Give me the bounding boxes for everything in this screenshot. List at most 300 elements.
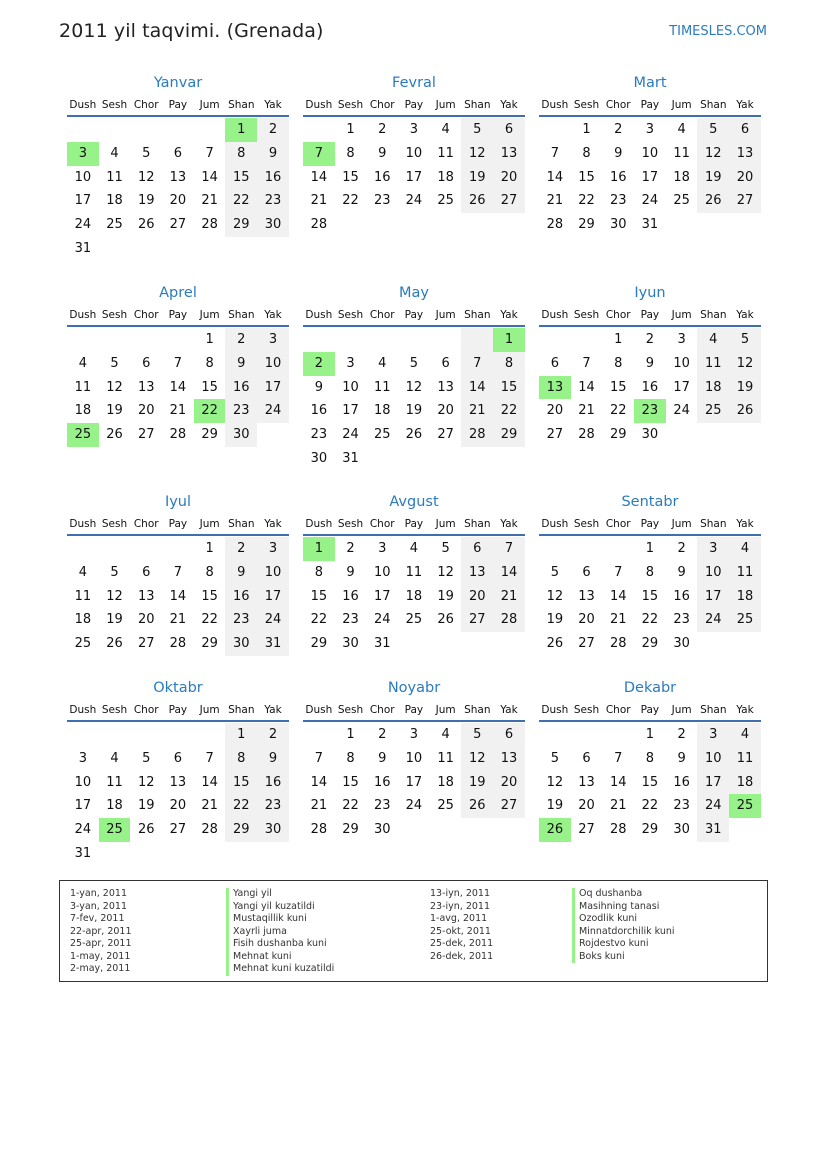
weekday-label: Jum bbox=[671, 99, 692, 111]
day-cell: 29 bbox=[201, 427, 218, 443]
empty-cell bbox=[130, 118, 162, 142]
day-cell: 20 bbox=[578, 798, 595, 814]
weekday-label: Chor bbox=[133, 99, 159, 111]
day-cell: 11 bbox=[405, 564, 423, 580]
empty-cell bbox=[99, 328, 131, 352]
day-cell: 25 bbox=[99, 818, 131, 842]
day-cell: 4 bbox=[110, 750, 119, 766]
day-cell: 22 bbox=[609, 403, 627, 419]
month-title: Aprel bbox=[159, 285, 197, 301]
day-cell: 14 bbox=[609, 588, 627, 604]
day-cell: 23 bbox=[373, 798, 391, 814]
day-cell: 27 bbox=[461, 608, 493, 632]
day-cell: 30 bbox=[257, 818, 289, 842]
day-cell: 28 bbox=[578, 427, 595, 443]
weekday-label: Jum bbox=[435, 309, 456, 321]
day-cell: 27 bbox=[729, 189, 761, 213]
week-row bbox=[67, 352, 289, 376]
month-may bbox=[303, 282, 525, 471]
weekday-label: Chor bbox=[605, 309, 631, 321]
empty-cell bbox=[461, 632, 493, 656]
day-cell: 31 bbox=[74, 845, 92, 861]
empty-cell bbox=[430, 447, 462, 471]
month-fevral bbox=[303, 72, 525, 237]
empty-cell bbox=[539, 328, 571, 352]
day-cell: 14 bbox=[310, 774, 328, 790]
day-cell: 17 bbox=[373, 588, 391, 604]
weekday-label: Shan bbox=[464, 518, 491, 530]
day-cell: 22 bbox=[225, 189, 257, 213]
day-cell: 29 bbox=[342, 822, 359, 838]
empty-cell bbox=[257, 842, 289, 866]
weekday-label: Dush bbox=[305, 704, 333, 716]
legend-holiday-name: Mehnat kuni kuzatildi bbox=[226, 963, 334, 976]
weekday-label: Shan bbox=[228, 309, 255, 321]
day-cell: 3 bbox=[378, 541, 387, 556]
week-row bbox=[303, 723, 525, 747]
day-cell: 7 bbox=[582, 355, 591, 371]
day-cell: 2 bbox=[378, 122, 387, 137]
weekday-label: Chor bbox=[369, 704, 395, 716]
day-cell: 23 bbox=[257, 794, 289, 818]
empty-cell bbox=[461, 447, 493, 471]
day-cell: 2 bbox=[303, 352, 335, 376]
empty-cell bbox=[162, 328, 194, 352]
legend-date: 1-avg, 2011 bbox=[430, 913, 488, 924]
day-cell: 27 bbox=[546, 427, 564, 443]
legend-date: 2-may, 2011 bbox=[70, 963, 131, 974]
day-cell: 23 bbox=[634, 399, 666, 423]
day-cell: 24 bbox=[74, 217, 92, 233]
day-cell: 2 bbox=[346, 541, 355, 556]
day-cell: 15 bbox=[201, 379, 218, 395]
day-cell: 24 bbox=[697, 794, 729, 818]
weekday-label: Sesh bbox=[101, 99, 128, 111]
day-cell: 15 bbox=[609, 379, 627, 395]
weekday-label: Chor bbox=[133, 704, 159, 716]
month-dekabr bbox=[539, 677, 761, 842]
month-sentabr bbox=[539, 491, 761, 656]
month-yanvar bbox=[67, 72, 289, 261]
empty-cell bbox=[162, 842, 194, 866]
weekday-label: Chor bbox=[369, 99, 395, 111]
day-cell: 18 bbox=[405, 588, 423, 604]
day-cell: 18 bbox=[74, 612, 92, 628]
week-row bbox=[539, 213, 761, 237]
day-cell: 24 bbox=[673, 403, 690, 419]
legend-holiday-name: Minnatdorchilik kuni bbox=[572, 926, 675, 939]
day-cell: 6 bbox=[582, 564, 591, 580]
day-cell: 21 bbox=[201, 193, 218, 209]
day-cell: 17 bbox=[405, 774, 423, 790]
day-cell: 20 bbox=[729, 166, 761, 190]
day-cell: 29 bbox=[201, 636, 218, 652]
day-cell: 18 bbox=[373, 403, 391, 419]
day-cell: 25 bbox=[437, 798, 454, 814]
day-cell: 22 bbox=[641, 612, 659, 628]
legend-holiday-name: Boks kuni bbox=[572, 951, 675, 964]
legend-names-right bbox=[572, 888, 675, 963]
legend-date: 7-fev, 2011 bbox=[70, 913, 125, 924]
day-cell: 14 bbox=[461, 376, 493, 400]
day-cell: 19 bbox=[729, 376, 761, 400]
day-cell: 20 bbox=[493, 771, 525, 795]
weekday-header bbox=[67, 514, 289, 536]
empty-cell bbox=[430, 818, 462, 842]
empty-cell bbox=[303, 118, 335, 142]
day-cell: 8 bbox=[225, 747, 257, 771]
empty-cell bbox=[539, 118, 571, 142]
day-cell: 22 bbox=[342, 193, 359, 209]
empty-cell bbox=[493, 447, 525, 471]
day-cell: 26 bbox=[461, 189, 493, 213]
week-row bbox=[303, 166, 525, 190]
weekday-label: Pay bbox=[404, 704, 424, 716]
day-cell: 5 bbox=[142, 750, 151, 766]
weekday-label: Jum bbox=[435, 518, 456, 530]
day-cell: 27 bbox=[169, 822, 187, 838]
weekday-label: Sesh bbox=[337, 99, 364, 111]
day-cell: 23 bbox=[673, 612, 690, 628]
day-cell: 19 bbox=[137, 798, 155, 814]
day-cell: 27 bbox=[493, 794, 525, 818]
day-cell: 28 bbox=[493, 608, 525, 632]
legend-date: 25-dek, 2011 bbox=[430, 938, 494, 949]
day-cell: 10 bbox=[405, 750, 423, 766]
weekday-label: Chor bbox=[605, 704, 631, 716]
empty-cell bbox=[398, 632, 430, 656]
day-cell: 17 bbox=[641, 169, 659, 185]
day-cell: 13 bbox=[437, 379, 454, 395]
day-cell: 19 bbox=[437, 588, 454, 604]
day-cell: 17 bbox=[697, 771, 729, 795]
day-cell: 6 bbox=[142, 355, 151, 371]
day-cell: 7 bbox=[614, 564, 623, 580]
week-row bbox=[67, 118, 289, 142]
weekday-label: Dush bbox=[305, 309, 333, 321]
day-cell: 27 bbox=[137, 427, 155, 443]
day-cell: 25 bbox=[697, 399, 729, 423]
legend-holiday-name: Ozodlik kuni bbox=[572, 913, 675, 926]
day-cell: 17 bbox=[257, 585, 289, 609]
day-cell: 5 bbox=[729, 328, 761, 352]
day-cell: 13 bbox=[539, 376, 571, 400]
day-cell: 8 bbox=[225, 142, 257, 166]
week-row bbox=[303, 352, 525, 376]
day-cell: 17 bbox=[405, 169, 423, 185]
day-cell: 20 bbox=[546, 403, 564, 419]
weekday-header bbox=[67, 700, 289, 722]
day-cell: 24 bbox=[74, 822, 92, 838]
day-cell: 13 bbox=[461, 561, 493, 585]
week-row bbox=[303, 399, 525, 423]
weekday-label: Chor bbox=[369, 309, 395, 321]
weekday-label: Yak bbox=[264, 518, 282, 530]
weekday-label: Sesh bbox=[573, 309, 600, 321]
day-cell: 9 bbox=[257, 747, 289, 771]
day-cell: 13 bbox=[493, 747, 525, 771]
day-cell: 11 bbox=[74, 379, 92, 395]
day-cell: 13 bbox=[578, 774, 595, 790]
day-cell: 16 bbox=[342, 588, 359, 604]
legend-dates-left bbox=[70, 888, 132, 976]
day-cell: 24 bbox=[373, 612, 391, 628]
day-cell: 16 bbox=[673, 588, 690, 604]
day-cell: 13 bbox=[137, 379, 155, 395]
day-cell: 19 bbox=[405, 403, 423, 419]
week-row bbox=[539, 794, 761, 818]
day-cell: 11 bbox=[437, 145, 454, 161]
legend-date: 1-may, 2011 bbox=[70, 950, 131, 962]
weekday-label: Sesh bbox=[573, 704, 600, 716]
day-cell: 15 bbox=[641, 774, 659, 790]
weekday-label: Yak bbox=[264, 99, 282, 111]
day-cell: 17 bbox=[697, 585, 729, 609]
day-cell: 4 bbox=[110, 145, 119, 161]
day-cell: 6 bbox=[550, 355, 559, 371]
day-cell: 30 bbox=[310, 450, 328, 466]
day-cell: 28 bbox=[310, 822, 328, 838]
week-row bbox=[67, 794, 289, 818]
day-cell: 8 bbox=[645, 750, 655, 766]
day-cell: 3 bbox=[697, 723, 729, 747]
day-cell: 20 bbox=[578, 612, 595, 628]
day-cell: 27 bbox=[493, 189, 525, 213]
empty-cell bbox=[335, 213, 367, 237]
day-cell: 20 bbox=[137, 612, 155, 628]
empty-cell bbox=[225, 842, 257, 866]
day-cell: 1 bbox=[493, 328, 525, 352]
day-cell: 29 bbox=[225, 213, 257, 237]
weekday-label: Pay bbox=[168, 704, 188, 716]
empty-cell bbox=[697, 213, 729, 237]
weekday-label: Pay bbox=[168, 309, 188, 321]
empty-cell bbox=[67, 118, 99, 142]
empty-cell bbox=[493, 818, 525, 842]
empty-cell bbox=[729, 423, 761, 447]
day-cell: 3 bbox=[67, 142, 99, 166]
day-cell: 26 bbox=[539, 818, 571, 842]
day-cell: 23 bbox=[609, 193, 627, 209]
day-cell: 28 bbox=[609, 636, 627, 652]
weekday-label: Shan bbox=[228, 704, 255, 716]
weekday-label: Jum bbox=[199, 309, 220, 321]
weekday-label: Yak bbox=[264, 309, 282, 321]
day-cell: 18 bbox=[729, 585, 761, 609]
empty-cell bbox=[194, 842, 226, 866]
empty-cell bbox=[602, 537, 634, 561]
day-cell: 10 bbox=[405, 145, 423, 161]
day-cell: 25 bbox=[437, 193, 454, 209]
day-cell: 29 bbox=[609, 427, 627, 443]
day-cell: 8 bbox=[346, 750, 355, 766]
day-cell: 13 bbox=[169, 169, 187, 185]
legend-holiday-name: Oq dushanba bbox=[572, 888, 675, 901]
day-cell: 21 bbox=[310, 798, 328, 814]
day-cell: 2 bbox=[677, 727, 686, 742]
week-row bbox=[67, 608, 289, 632]
day-cell: 19 bbox=[106, 612, 123, 628]
day-cell: 2 bbox=[257, 723, 289, 747]
weekday-label: Dush bbox=[305, 99, 333, 111]
day-cell: 31 bbox=[257, 632, 289, 656]
day-cell: 15 bbox=[225, 771, 257, 795]
day-cell: 13 bbox=[493, 142, 525, 166]
day-cell: 1 bbox=[645, 541, 655, 556]
week-row bbox=[539, 818, 761, 842]
day-cell: 15 bbox=[578, 169, 595, 185]
empty-cell bbox=[99, 118, 131, 142]
week-row bbox=[539, 189, 761, 213]
day-cell: 19 bbox=[697, 166, 729, 190]
empty-cell bbox=[67, 537, 99, 561]
empty-cell bbox=[430, 328, 462, 352]
weekday-label: Jum bbox=[435, 99, 456, 111]
day-cell: 11 bbox=[697, 352, 729, 376]
day-cell: 23 bbox=[673, 798, 690, 814]
day-cell: 5 bbox=[461, 118, 493, 142]
legend-holiday-name: Fisih dushanba kuni bbox=[226, 938, 334, 951]
weekday-label: Yak bbox=[264, 704, 282, 716]
day-cell: 14 bbox=[201, 169, 218, 185]
week-row bbox=[67, 213, 289, 237]
day-cell: 21 bbox=[578, 403, 595, 419]
day-cell: 15 bbox=[201, 588, 218, 604]
empty-cell bbox=[162, 723, 194, 747]
day-cell: 10 bbox=[673, 355, 690, 371]
day-cell: 12 bbox=[137, 169, 155, 185]
empty-cell bbox=[303, 723, 335, 747]
empty-cell bbox=[666, 423, 698, 447]
day-cell: 4 bbox=[78, 355, 87, 371]
day-cell: 22 bbox=[201, 612, 218, 628]
week-row bbox=[67, 166, 289, 190]
day-cell: 16 bbox=[257, 166, 289, 190]
day-cell: 9 bbox=[677, 564, 686, 580]
week-row bbox=[303, 376, 525, 400]
empty-cell bbox=[493, 213, 525, 237]
day-cell: 9 bbox=[314, 379, 323, 395]
day-cell: 5 bbox=[409, 355, 419, 371]
week-row bbox=[303, 561, 525, 585]
day-cell: 1 bbox=[205, 332, 214, 347]
day-cell: 8 bbox=[582, 145, 591, 161]
weekday-label: Dush bbox=[541, 99, 569, 111]
page-title: 2011 yil taqvimi. (Grenada) bbox=[59, 20, 324, 42]
day-cell: 26 bbox=[137, 217, 155, 233]
weekday-header bbox=[539, 305, 761, 327]
day-cell: 19 bbox=[106, 403, 123, 419]
weekday-label: Jum bbox=[671, 518, 692, 530]
day-cell: 9 bbox=[257, 142, 289, 166]
day-cell: 11 bbox=[729, 561, 761, 585]
day-cell: 15 bbox=[342, 774, 359, 790]
day-cell: 4 bbox=[697, 328, 729, 352]
empty-cell bbox=[729, 632, 761, 656]
day-cell: 21 bbox=[609, 612, 627, 628]
day-cell: 30 bbox=[225, 423, 257, 447]
week-row bbox=[67, 561, 289, 585]
day-cell: 16 bbox=[641, 379, 659, 395]
day-cell: 12 bbox=[697, 142, 729, 166]
weekday-header bbox=[303, 305, 525, 327]
day-cell: 10 bbox=[342, 379, 359, 395]
weekday-label: Sesh bbox=[573, 99, 600, 111]
weekday-header bbox=[303, 514, 525, 536]
day-cell: 5 bbox=[441, 541, 450, 556]
weekday-label: Dush bbox=[69, 309, 97, 321]
week-row bbox=[303, 818, 525, 842]
day-cell: 6 bbox=[142, 564, 151, 580]
month-aprel bbox=[67, 282, 289, 447]
day-cell: 15 bbox=[342, 169, 359, 185]
day-cell: 17 bbox=[673, 379, 690, 395]
day-cell: 16 bbox=[257, 771, 289, 795]
empty-cell bbox=[99, 237, 131, 261]
empty-cell bbox=[398, 213, 430, 237]
empty-cell bbox=[461, 818, 493, 842]
week-row bbox=[303, 189, 525, 213]
day-cell: 9 bbox=[378, 750, 387, 766]
month-title: Mart bbox=[633, 75, 667, 91]
empty-cell bbox=[67, 723, 99, 747]
empty-cell bbox=[398, 328, 430, 352]
empty-cell bbox=[194, 237, 226, 261]
week-row bbox=[539, 632, 761, 656]
day-cell: 24 bbox=[405, 798, 423, 814]
day-cell: 28 bbox=[609, 822, 627, 838]
week-row bbox=[539, 771, 761, 795]
weekday-header bbox=[539, 95, 761, 117]
weekday-label: Yak bbox=[736, 309, 754, 321]
legend-date: 13-iyn, 2011 bbox=[430, 888, 491, 899]
weekday-header bbox=[539, 700, 761, 722]
empty-cell bbox=[99, 723, 131, 747]
weekday-label: Dush bbox=[541, 518, 569, 530]
day-cell: 6 bbox=[493, 723, 525, 747]
week-row bbox=[67, 537, 289, 561]
empty-cell bbox=[602, 723, 634, 747]
empty-cell bbox=[539, 723, 571, 747]
month-title: Dekabr bbox=[623, 680, 677, 696]
day-cell: 26 bbox=[137, 822, 155, 838]
empty-cell bbox=[430, 213, 462, 237]
weekday-label: Dush bbox=[69, 704, 97, 716]
day-cell: 9 bbox=[645, 355, 655, 371]
day-cell: 16 bbox=[373, 774, 391, 790]
day-cell: 12 bbox=[106, 588, 123, 604]
weekday-label: Sesh bbox=[337, 704, 364, 716]
day-cell: 28 bbox=[310, 217, 328, 233]
legend-holiday-name: Xayrli juma bbox=[226, 926, 334, 939]
empty-cell bbox=[194, 723, 226, 747]
month-title: Iyun bbox=[634, 285, 666, 301]
day-cell: 1 bbox=[303, 537, 335, 561]
day-cell: 1 bbox=[614, 332, 623, 347]
empty-cell bbox=[571, 723, 603, 747]
day-cell: 22 bbox=[493, 399, 525, 423]
day-cell: 24 bbox=[342, 427, 359, 443]
day-cell: 20 bbox=[461, 585, 493, 609]
week-row bbox=[303, 447, 525, 471]
day-cell: 12 bbox=[729, 352, 761, 376]
day-cell: 18 bbox=[437, 169, 454, 185]
day-cell: 16 bbox=[310, 403, 328, 419]
week-row bbox=[67, 771, 289, 795]
day-cell: 29 bbox=[310, 636, 328, 652]
site-link[interactable]: TIMESLES.COM bbox=[669, 24, 767, 39]
day-cell: 26 bbox=[106, 636, 123, 652]
